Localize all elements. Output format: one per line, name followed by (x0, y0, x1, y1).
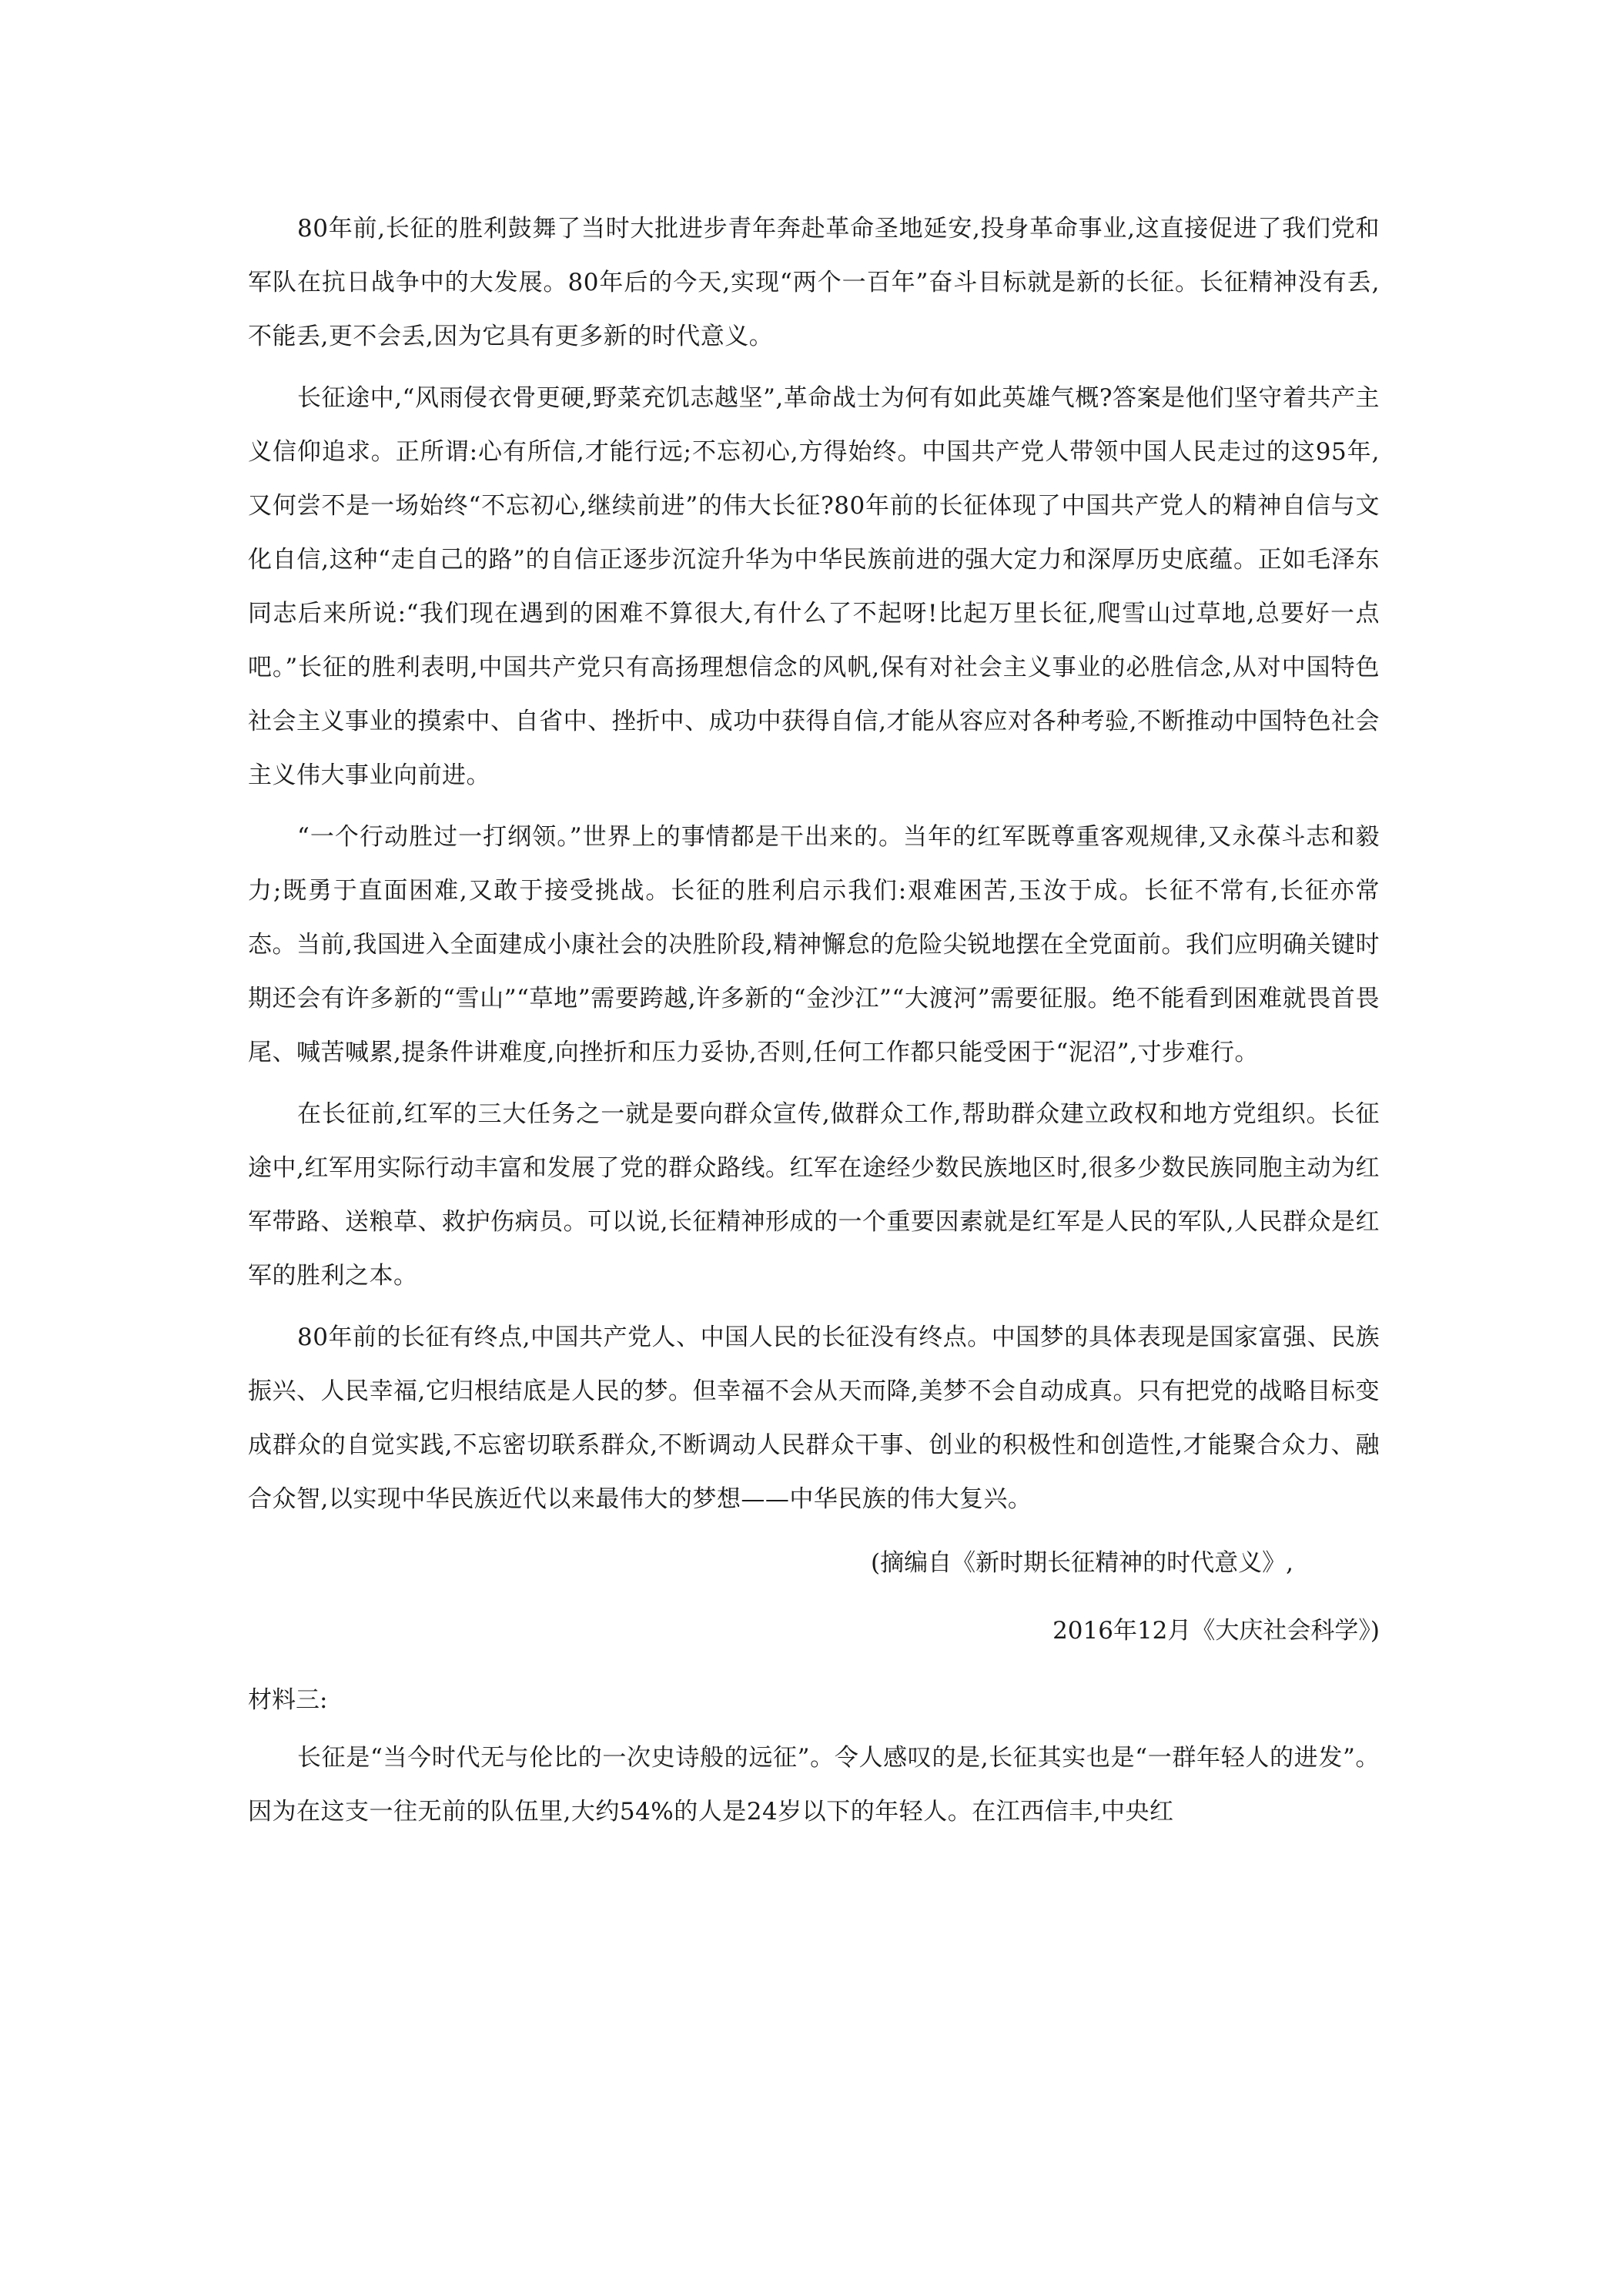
source-citation-line-2: 2016年12月《大庆社会科学》) (1052, 1617, 1380, 1645)
paragraph-1: 80年前,长征的胜利鼓舞了当时大批进步青年奔赴革命圣地延安,投身革命事业,这直接促进了我们党和军队在抗日战争中的大发展。80年后的今天,实现“两个一百年”奋斗目标就是新的长征。长征精神没有丢,不能丢,更不会丢,因为它具有更多新的时代意义。 (248, 215, 1380, 350)
paragraph-3: “一个行动胜过一打纲领。”世界上的事情都是干出来的。当年的红军既尊重客观规律,又永葆斗志和毅力;既勇于直面困难,又敢于接受挑战。长征的胜利启示我们:艰难困苦,玉汝于成。长征不常有,长征亦常态。当前,我国进入全面建成小康社会的决胜阶段,精神懈怠的危险尖锐地摆在全党面前。我们应明确关键时期还会有许多新的“雪山”“草地”需要跨越,许多新的“金沙江”“大渡河”需要征服。绝不能看到困难就畏首畏尾、喊苦喊累,提条件讲难度,向挫折和压力妥协,否则,任何工作都只能受困于“泥沼”,寸步难行。 (248, 823, 1380, 1066)
paragraph-4: 在长征前,红军的三大任务之一就是要向群众宣传,做群众工作,帮助群众建立政权和地方党组织。长征途中,红军用实际行动丰富和发展了党的群众路线。红军在途经少数民族地区时,很多少数民族同胞主动为红军带路、送粮草、救护伤病员。可以说,长征精神形成的一个重要因素就是红军是人民的军队,人民群众是红军的胜利之本。 (248, 1100, 1380, 1290)
paragraph-2: 长征途中,“风雨侵衣骨更硬,野菜充饥志越坚”,革命战士为何有如此英雄气概?答案是他们坚守着共产主义信仰追求。正所谓:心有所信,才能行远;不忘初心,方得始终。中国共产党人带领中国人民走过的这95年,又何尝不是一场始终“不忘初心,继续前进”的伟大长征?80年前的长征体现了中国共产党人的精神自信与文化自信,这种“走自己的路”的自信正逐步沉淀升华为中华民族前进的强大定力和深厚历史底蕴。正如毛泽东同志后来所说:“我们现在遇到的困难不算很大,有什么了不起呀!比起万里长征,爬雪山过草地,总要好一点吧。”长征的胜利表明,中国共产党只有高扬理想信念的风帆,保有对社会主义事业的必胜信念,从对中国特色社会主义事业的摸索中、自省中、挫折中、成功中获得自信,才能从容应对各种考验,不断推动中国特色社会主义伟大事业向前进。 (248, 384, 1380, 789)
material-three-paragraph: 长征是“当今时代无与伦比的一次史诗般的远征”。令人感叹的是,长征其实也是“一群年轻人的进发”。因为在这支一往无前的队伍里,大约54%的人是24岁以下的年轻人。在江西信丰,中央红 (248, 1744, 1380, 1826)
source-citation-line-1: (摘编自《新时期长征精神的时代意义》, (871, 1549, 1293, 1577)
paragraph-5: 80年前的长征有终点,中国共产党人、中国人民的长征没有终点。中国梦的具体表现是国家富强、民族振兴、人民幸福,它归根结底是人民的梦。但幸福不会从天而降,美梦不会自动成真。只有把党的战略目标变成群众的自觉实践,不忘密切联系群众,不断调动人民群众干事、创业的积极性和创造性,才能聚合众力、融合众智,以实现中华民族近代以来最伟大的梦想——中华民族的伟大复兴。 (248, 1324, 1380, 1513)
section-label-material-three: 材料三: (248, 1686, 328, 1714)
document-body (248, 202, 1380, 1839)
